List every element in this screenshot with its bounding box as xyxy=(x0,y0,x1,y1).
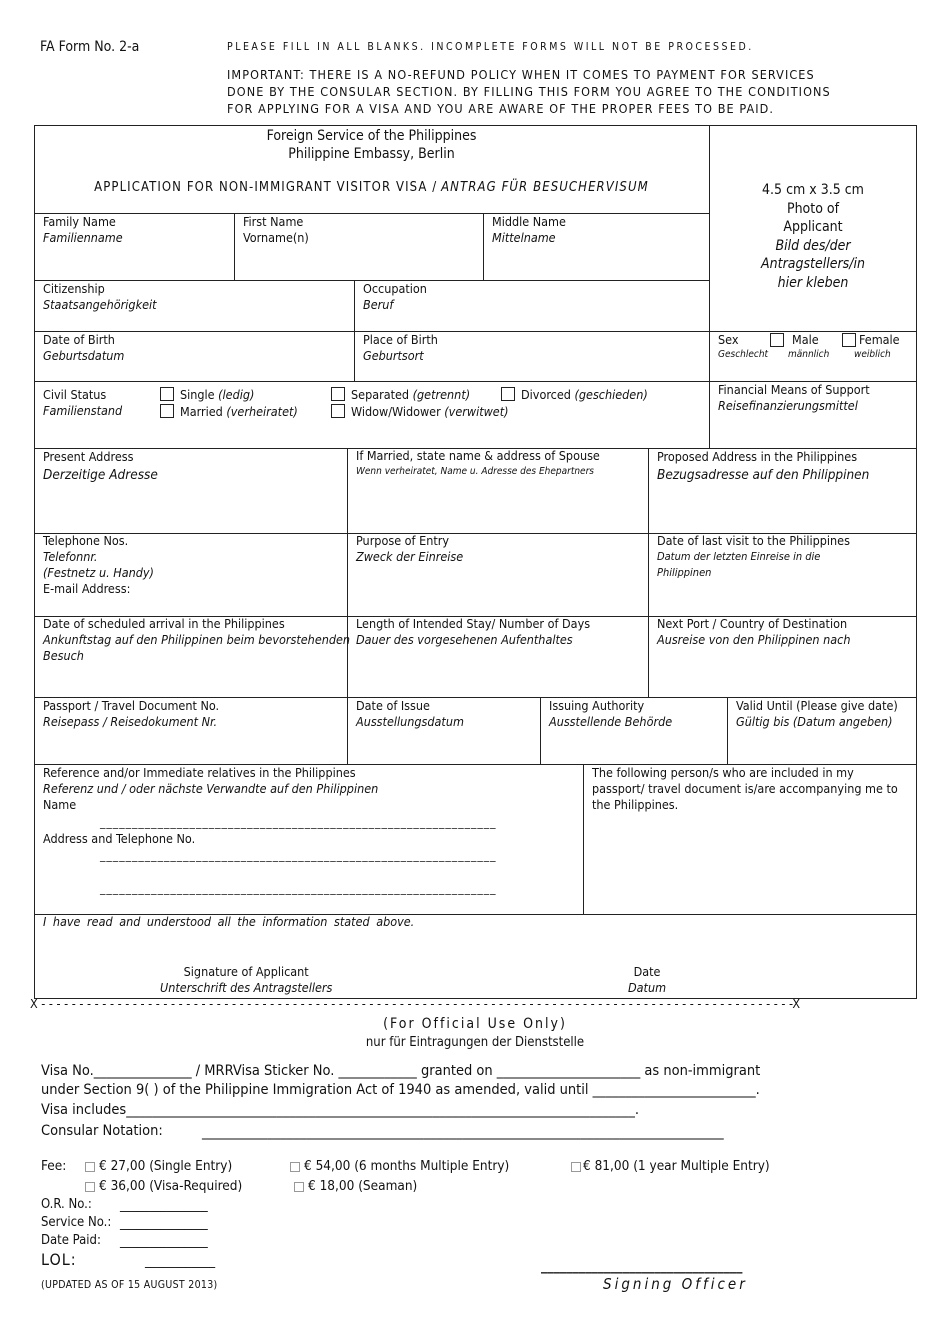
arrival-date-field[interactable] xyxy=(43,616,350,664)
issue-date-label-de: Ausstellungsdatum xyxy=(356,714,464,729)
single-label-de: (ledig) xyxy=(218,387,255,402)
spouse-field[interactable] xyxy=(356,448,600,480)
fee-option-visa-required[interactable] xyxy=(85,1178,242,1194)
married-label: Married xyxy=(180,404,223,419)
cut-line: X - - - - - - - - - - - - - - - - - - - - - - - - - - - - - - - - - - - - - - - - - - - - - - - - - - - - - - - - - - - - - - - - - - - - - - - - - - - - - - - - - - - - - - - - - - - - - - - - - - -X xyxy=(30,996,801,1011)
form-title-en: APPLICATION FOR NON-IMMIGRANT VISITOR VISA / xyxy=(94,180,438,195)
middle-name-label-de: Mittelname xyxy=(492,230,556,245)
updated-note: (UPDATED AS OF 15 AUGUST 2013) xyxy=(41,1279,218,1291)
telephone-label-de: Telefonnr. xyxy=(43,549,98,564)
middle-name-field[interactable] xyxy=(492,214,566,246)
family-name-label-de: Familienname xyxy=(43,230,123,245)
divorced-label: Divorced xyxy=(521,387,571,402)
reference-name-label: Name xyxy=(43,797,77,812)
agency-line-1: Foreign Service of the Philippines xyxy=(266,128,477,144)
widow-option[interactable] xyxy=(331,404,509,419)
widow-label: Widow/Widower xyxy=(351,404,441,419)
fee-seaman-label: € 18,00 (Seaman) xyxy=(308,1178,418,1194)
single-checkbox[interactable] xyxy=(160,387,174,401)
single-label: Single xyxy=(180,387,215,402)
declaration: I have read and understood all the information stated above. xyxy=(43,914,415,929)
pob-label-de: Geburtsort xyxy=(363,348,424,363)
photo-size: 4.5 cm x 3.5 cm xyxy=(762,182,864,198)
occupation-field[interactable] xyxy=(363,281,427,313)
arrival-label-de: Ankunftstag auf den Philippinen beim bevorstehenden xyxy=(43,632,351,647)
married-checkbox[interactable] xyxy=(160,404,174,418)
fee-single-label: € 27,00 (Single Entry) xyxy=(99,1158,233,1174)
agency-heading xyxy=(34,127,709,163)
issuing-authority-field[interactable] xyxy=(549,698,672,730)
present-address-field[interactable] xyxy=(43,448,158,484)
authority-label: Issuing Authority xyxy=(549,698,645,713)
reference-label-de: Referenz und / oder nächste Verwandte auf den Philippinen xyxy=(43,781,379,796)
separated-option[interactable] xyxy=(331,387,470,402)
purpose-label-de: Zweck der Einreise xyxy=(356,549,464,564)
spouse-label: If Married, state name & address of Spouse xyxy=(356,448,600,463)
fee-6months-label: € 54,00 (6 months Multiple Entry) xyxy=(304,1158,510,1174)
date-paid-label: Date Paid: xyxy=(41,1233,101,1248)
valid-until-field[interactable] xyxy=(736,698,898,730)
passport-number-field[interactable] xyxy=(43,698,219,730)
visa-number-line[interactable]: Visa No._______________ / MRRVisa Sticker No. ____________ granted on ______________________ as non-immigrant xyxy=(41,1063,761,1079)
important-line-3: FOR APPLYING FOR A VISA AND YOU ARE AWARE OF THE PROPER FEES TO BE PAID. xyxy=(227,101,775,116)
passport-label: Passport / Travel Document No. xyxy=(43,698,220,713)
financial-means-field[interactable] xyxy=(718,382,870,414)
important-line-2: DONE BY THE CONSULAR SECTION. BY FILLING THIS FORM YOU AGREE TO THE CONDITIONS xyxy=(227,84,831,99)
spouse-label-de: Wenn verheiratet, Name u. Adresse des Ehepartners xyxy=(356,466,594,477)
issue-date-field[interactable] xyxy=(356,698,464,730)
length-of-stay-field[interactable] xyxy=(356,616,590,648)
proposed-address-label-de: Bezugsadresse auf den Philippinen xyxy=(657,467,870,483)
family-name-field[interactable] xyxy=(43,214,123,246)
photo-de-3: hier kleben xyxy=(777,274,849,291)
occupation-label-de: Beruf xyxy=(363,297,394,312)
signature-label: Signature of Applicant xyxy=(183,964,309,979)
next-port-label-de: Ausreise von den Philippinen nach xyxy=(657,632,851,647)
signature-label-de: Unterschrift des Antragstellers xyxy=(160,980,333,995)
photo-line-2: Applicant xyxy=(783,219,843,235)
male-checkbox[interactable] xyxy=(770,333,790,348)
form-title-de: ANTRAG FÜR BESUCHERVISUM xyxy=(441,180,649,195)
lol-line[interactable]: ____________ xyxy=(145,1254,216,1269)
fee-label: Fee: xyxy=(41,1158,67,1174)
service-number-line[interactable]: _______________ xyxy=(120,1216,208,1231)
divorced-option[interactable] xyxy=(501,387,648,402)
official-use-title: (For Official Use Only) xyxy=(383,1016,567,1032)
last-visit-label-de: Datum der letzten Einreise in die xyxy=(657,550,821,563)
stay-label: Length of Intended Stay/ Number of Days xyxy=(356,616,591,631)
fee-single-checkbox[interactable] xyxy=(85,1162,95,1172)
reference-address-line-2[interactable]: ______________________________________________________________ xyxy=(100,881,497,895)
first-name-field[interactable] xyxy=(243,214,309,246)
reference-address-label: Address and Telephone No. xyxy=(43,831,196,846)
pob-label: Place of Birth xyxy=(363,332,438,347)
fee-6months-checkbox[interactable] xyxy=(290,1162,300,1172)
place-of-birth-field[interactable] xyxy=(363,332,438,364)
important-notice xyxy=(227,66,831,117)
issue-date-label: Date of Issue xyxy=(356,698,430,713)
next-port-field[interactable] xyxy=(657,616,850,648)
date-of-birth-field[interactable] xyxy=(43,332,124,364)
signing-officer-line[interactable]: ________________________________ xyxy=(541,1258,743,1274)
consular-notation-label: Consular Notation: xyxy=(41,1123,163,1139)
important-line-1: IMPORTANT: THERE IS A NO-REFUND POLICY WHEN IT COMES TO PAYMENT FOR SERVICES xyxy=(227,67,815,82)
photo-placeholder[interactable] xyxy=(709,181,917,292)
applicant-signature[interactable] xyxy=(160,964,332,996)
sex-label: Sex xyxy=(718,332,739,347)
first-name-label-de: Vorname(n) xyxy=(243,230,309,245)
or-number-label: O.R. No.: xyxy=(41,1197,92,1212)
male-label: Male xyxy=(792,332,819,347)
next-port-label: Next Port / Country of Destination xyxy=(657,616,848,631)
fee-option-single[interactable] xyxy=(85,1158,232,1174)
married-label-de: (verheiratet) xyxy=(226,404,298,419)
fill-notice: PLEASE FILL IN ALL BLANKS. INCOMPLETE FORMS WILL NOT BE PROCESSED. xyxy=(227,41,754,53)
photo-de-1: Bild des/der xyxy=(775,237,851,254)
married-option[interactable] xyxy=(160,404,298,419)
visa-includes-line[interactable]: Visa includes______________________________________________________________________________. xyxy=(41,1102,639,1118)
passport-label-de: Reisepass / Reisedokument Nr. xyxy=(43,714,218,729)
fee-option-seaman[interactable] xyxy=(294,1178,417,1194)
stay-label-de: Dauer des vorgesehenen Aufenthaltes xyxy=(356,632,573,647)
sex-label-de: Geschlecht xyxy=(718,349,769,360)
official-use-subtitle: nur für Eintragungen der Dienststelle xyxy=(365,1035,585,1050)
separated-label-de: (getrennt) xyxy=(412,387,471,402)
telephone-label-de-2: (Festnetz u. Handy) xyxy=(43,565,154,580)
fee-option-1year[interactable] xyxy=(571,1158,770,1174)
last-visit-field[interactable] xyxy=(657,533,850,581)
fee-option-6months[interactable] xyxy=(290,1158,509,1174)
civil-status-label-de: Familienstand xyxy=(43,403,123,418)
consular-notation-line[interactable]: ________________________________________________________________________________ xyxy=(202,1124,724,1140)
widow-label-de: (verwitwet) xyxy=(444,404,509,419)
dob-label: Date of Birth xyxy=(43,332,115,347)
proposed-address-label: Proposed Address in the Philippines xyxy=(657,449,858,464)
separated-label: Separated xyxy=(351,387,410,402)
signing-officer-label: Signing Officer xyxy=(603,1275,748,1293)
photo-line-1: Photo of xyxy=(786,200,840,217)
citizenship-label-de: Staatsangehörigkeit xyxy=(43,297,157,312)
reference-label: Reference and/or Immediate relatives in the Philippines xyxy=(43,765,356,780)
fee-visa-required-label: € 36,00 (Visa-Required) xyxy=(99,1178,243,1194)
telephone-field[interactable] xyxy=(43,533,154,597)
lol-label: LOL: xyxy=(41,1250,77,1269)
photo-de-2: Antragstellers/in xyxy=(761,256,865,272)
fee-1year-checkbox[interactable] xyxy=(571,1162,581,1172)
divorced-label-de: (geschieden) xyxy=(574,387,648,402)
single-option[interactable] xyxy=(160,387,254,402)
divorced-checkbox[interactable] xyxy=(501,387,515,401)
purpose-label: Purpose of Entry xyxy=(356,533,449,548)
reference-address-line-1[interactable]: ______________________________________________________________ xyxy=(100,848,497,862)
date-label: Date xyxy=(633,964,661,979)
fee-visa-required-checkbox[interactable] xyxy=(85,1182,95,1192)
form-title xyxy=(34,180,709,195)
accompany-line-1: The following person/s who are included in my xyxy=(592,765,854,780)
female-label: Female xyxy=(859,332,900,347)
present-address-label-de: Derzeitige Adresse xyxy=(43,467,158,483)
or-number-line[interactable]: _______________ xyxy=(120,1198,208,1213)
financial-label: Financial Means of Support xyxy=(718,382,870,397)
financial-label-de: Reisefinanzierungsmittel xyxy=(718,398,858,413)
present-address-label: Present Address xyxy=(43,449,134,464)
civil-status-label: Civil Status xyxy=(43,387,107,402)
separated-checkbox[interactable] xyxy=(331,387,345,401)
fee-seaman-checkbox[interactable] xyxy=(294,1182,304,1192)
civil-status-label-group xyxy=(43,387,122,419)
service-number-label: Service No.: xyxy=(41,1215,112,1230)
telephone-label: Telephone Nos. xyxy=(43,533,129,548)
dob-label-de: Geburtsdatum xyxy=(43,348,125,363)
form-number: FA Form No. 2-a xyxy=(40,39,140,55)
date-paid-line[interactable]: _______________ xyxy=(120,1234,208,1249)
family-name-label: Family Name xyxy=(43,214,116,229)
reference-name-line[interactable]: ______________________________________________________________ xyxy=(100,815,497,829)
citizenship-field[interactable] xyxy=(43,281,157,313)
citizenship-label: Citizenship xyxy=(43,281,105,296)
accompany-line-2: passport/ travel document is/are accompanying me to xyxy=(592,781,898,796)
proposed-address-field[interactable] xyxy=(657,448,869,484)
signature-date[interactable] xyxy=(628,964,666,996)
valid-until-label-de: Gültig bis (Datum angeben) xyxy=(736,714,893,729)
purpose-field[interactable] xyxy=(356,533,463,565)
section-line[interactable]: under Section 9( ) of the Philippine Immigration Act of 1940 as amended, valid until _________________________. xyxy=(41,1082,760,1098)
widow-checkbox[interactable] xyxy=(331,404,345,418)
accompanying-persons-field[interactable] xyxy=(592,765,898,813)
fee-1year-label: € 81,00 (1 year Multiple Entry) xyxy=(583,1158,770,1174)
occupation-label: Occupation xyxy=(363,281,427,296)
authority-label-de: Ausstellende Behörde xyxy=(549,714,673,729)
email-label: E-mail Address: xyxy=(43,581,131,596)
male-label-de: männlich xyxy=(788,349,830,360)
last-visit-label-de-2: Philippinen xyxy=(657,566,712,579)
arrival-label: Date of scheduled arrival in the Philippines xyxy=(43,616,285,631)
date-label-de: Datum xyxy=(628,980,667,995)
reference-field xyxy=(43,765,378,813)
accompany-line-3: the Philippines. xyxy=(592,797,679,812)
female-label-de: weiblich xyxy=(854,349,891,360)
last-visit-label: Date of last visit to the Philippines xyxy=(657,533,850,548)
middle-name-label: Middle Name xyxy=(492,214,566,229)
agency-line-2: Philippine Embassy, Berlin xyxy=(288,146,455,162)
first-name-label: First Name xyxy=(243,214,304,229)
valid-until-label: Valid Until (Please give date) xyxy=(736,698,898,713)
arrival-label-de-2: Besuch xyxy=(43,648,84,663)
